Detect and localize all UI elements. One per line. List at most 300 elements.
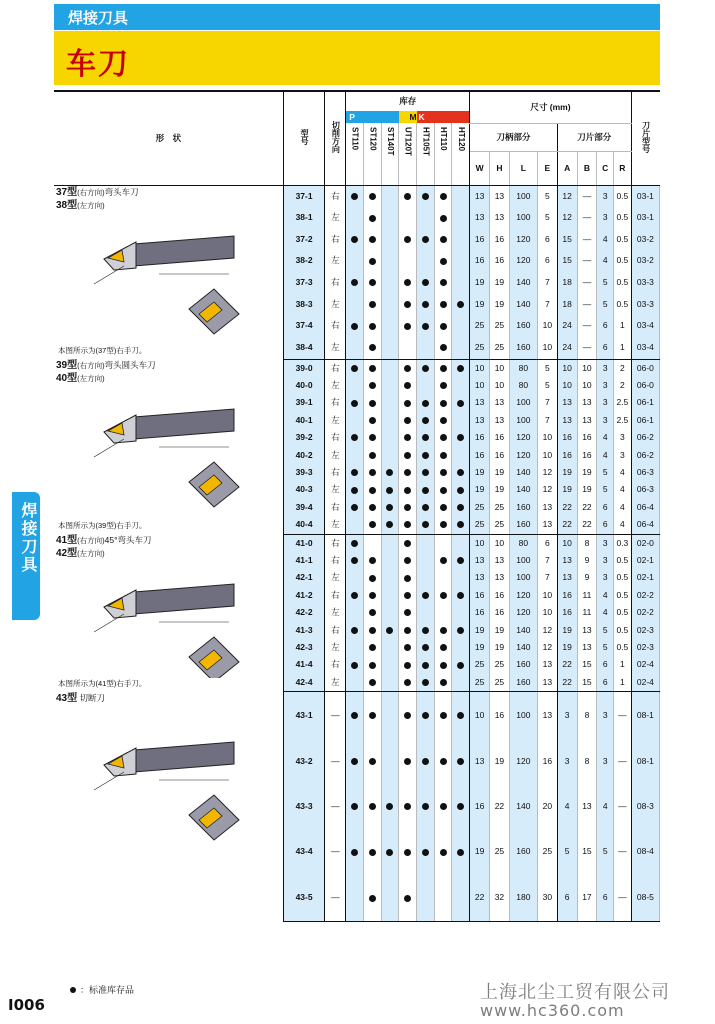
stock-cell [399,394,417,411]
stock-cell [381,272,399,294]
dim-b: B [577,151,597,185]
stock-cell [399,622,417,639]
stock-dot-icon [440,279,447,286]
stock-dot-icon [369,417,376,424]
dimension-cell: 18 [557,272,577,294]
stock-cell [452,534,470,552]
dimension-cell: 16 [557,447,577,464]
stock-dot-icon [422,662,429,669]
stock-dot-icon [422,504,429,511]
dimension-cell: 3 [597,739,614,784]
dimension-cell: 13 [470,739,490,784]
stock-cell [452,337,470,359]
stock-cell [363,315,381,337]
stock-dot-icon [440,592,447,599]
dimension-cell: 3 [597,534,614,552]
dimension-cell: 7 [537,294,557,316]
stock-dot-icon [351,279,358,286]
stock-cell [399,481,417,498]
dimension-cell: 6 [597,315,614,337]
dimension-cell: 160 [509,315,537,337]
stock-dot-icon [440,758,447,765]
stock-cell [363,229,381,251]
stock-cell [434,656,452,673]
dimension-cell: 16 [470,229,490,251]
stock-dot-icon [440,417,447,424]
stock-dot-icon [440,803,447,810]
header-blade-no: 刀片型号 [641,120,651,153]
stock-cell [346,569,364,586]
stock-cell [363,552,381,569]
stock-dot-icon [369,504,376,511]
dimension-cell: 0.5 [614,294,632,316]
blade-code-cell: 02-2 [631,604,659,621]
dim-a: A [557,151,577,185]
dimension-cell: 19 [557,639,577,656]
dimension-cell: 10 [537,315,557,337]
stock-cell [346,229,364,251]
stock-dot-icon [440,504,447,511]
stock-cell [363,639,381,656]
dimension-cell: 10 [537,447,557,464]
dimension-cell: 11 [577,604,597,621]
dimension-cell: 4 [557,784,577,829]
stock-dot-icon [404,365,411,372]
dimension-cell: 140 [509,639,537,656]
side-tab[interactable] [12,492,40,620]
tool-diagram [64,562,264,678]
stock-dot-icon [457,434,464,441]
stock-dot-icon [404,592,411,599]
dimension-cell: 10 [537,587,557,604]
dimension-cell: 5 [597,464,614,481]
dimension-cell: 160 [509,516,537,534]
model-cell: 39-4 [283,499,325,516]
stock-cell [399,185,417,207]
stock-dot-icon [351,803,358,810]
blade-code-cell: 08-1 [631,739,659,784]
stock-cell [417,875,435,922]
stock-cell [434,604,452,621]
model-cell: 39-1 [283,394,325,411]
dimension-cell: 22 [490,784,510,829]
stock-cell [434,412,452,429]
blade-code-cell: 02-3 [631,639,659,656]
type-name: 41型 [56,535,78,547]
stock-dot-icon [404,504,411,511]
direction-cell: 左 [325,250,346,272]
stock-cell [363,587,381,604]
stock-cell [381,639,399,656]
dimension-cell: 1 [614,337,632,359]
stock-cell [434,692,452,739]
stock-dot-icon [351,557,358,564]
dimension-cell: 16 [490,429,510,446]
dimension-cell: 15 [557,229,577,251]
dimension-cell: 0.5 [614,639,632,656]
stock-dot-icon [440,323,447,330]
dimension-cell: 16 [470,447,490,464]
stock-cell [399,412,417,429]
dimension-cell: 7 [537,552,557,569]
stock-dot-icon [440,644,447,651]
stock-dot-icon [369,215,376,222]
dimension-cell: 0.5 [614,604,632,621]
stock-dot-icon [404,323,411,330]
stock-cell [452,377,470,394]
stock-dot-icon [457,301,464,308]
dimension-cell: — [614,875,632,922]
blade-code-cell: 08-3 [631,784,659,829]
stock-cell [452,656,470,673]
type-name: 42型 [56,548,78,560]
stock-cell [346,429,364,446]
dimension-cell: 3 [597,185,614,207]
stock-cell [346,315,364,337]
shape-cell [54,534,283,692]
dimension-cell: 6 [597,656,614,673]
stock-dot-icon [404,679,411,686]
stock-cell [399,552,417,569]
stock-cell [346,481,364,498]
stock-cell [381,447,399,464]
model-cell: 43-3 [283,784,325,829]
blade-code-cell: 03-4 [631,337,659,359]
dimension-cell: 13 [557,412,577,429]
dimension-cell: 10 [537,429,557,446]
grade-ut120t-cell [399,123,417,185]
stock-dot-icon [404,540,411,547]
stock-cell [381,534,399,552]
dimension-cell: 16 [490,587,510,604]
blade-code-cell: 02-1 [631,552,659,569]
dimension-cell: 120 [509,447,537,464]
dimension-cell: 4 [614,516,632,534]
dimension-cell: 3 [597,412,614,429]
stock-cell [381,207,399,229]
tool-diagram [64,720,264,910]
stock-cell [434,829,452,874]
dimension-cell: 19 [490,464,510,481]
dimension-cell: 19 [470,272,490,294]
stock-cell [363,377,381,394]
spec-table [54,90,660,922]
stock-dot-icon [369,521,376,528]
model-cell: 41-1 [283,552,325,569]
dimension-cell: 22 [557,516,577,534]
dimension-cell: 80 [509,534,537,552]
stock-dot-icon [386,849,393,856]
dimension-cell: 5 [537,207,557,229]
dimension-cell: — [614,692,632,739]
dimension-cell: — [577,250,597,272]
dimension-cell: 160 [509,499,537,516]
model-cell: 38-4 [283,337,325,359]
stock-cell [381,337,399,359]
blade-code-cell: 06-1 [631,394,659,411]
stock-dot-icon [369,662,376,669]
stock-cell [363,516,381,534]
grade-ut120t: UT120T [403,127,413,156]
model-cell: 37-2 [283,229,325,251]
type-name: 39型 [56,360,78,371]
header-blade: 刀片部分 [557,123,631,151]
blade-code-cell: 06-0 [631,377,659,394]
dimension-cell: 16 [470,250,490,272]
stock-dot-icon [351,400,358,407]
stock-cell [452,552,470,569]
dimension-cell: 13 [577,622,597,639]
dimension-cell: 8 [577,739,597,784]
stock-cell [417,552,435,569]
stock-cell [434,516,452,534]
stock-cell [399,656,417,673]
direction-cell: 左 [325,412,346,429]
stock-cell [399,639,417,656]
stock-cell [417,499,435,516]
stock-dot-icon [369,279,376,286]
dimension-cell: — [577,315,597,337]
model-cell: 41-4 [283,656,325,673]
stock-dot-icon [440,557,447,564]
stock-dot-icon [457,758,464,765]
stock-cell [417,394,435,411]
dimension-cell: 25 [490,516,510,534]
dimension-cell: 120 [509,587,537,604]
stock-cell [381,315,399,337]
direction-cell: 左 [325,337,346,359]
blade-code-cell: 08-1 [631,692,659,739]
stock-cell [346,377,364,394]
type-note: (左方向) [77,549,105,559]
grade-st140t-cell [381,123,399,185]
stock-cell [452,674,470,692]
stock-cell [452,604,470,621]
blade-code-cell: 06-0 [631,359,659,377]
model-cell: 42-1 [283,569,325,586]
dimension-cell: 12 [557,185,577,207]
stock-cell [346,337,364,359]
stock-dot-icon [457,803,464,810]
grade-ht105t: HT105T [421,127,431,156]
stock-dot-icon [404,575,411,582]
blade-code-cell: 02-4 [631,656,659,673]
dimension-cell: 3 [614,447,632,464]
stock-dot-icon [457,849,464,856]
stock-dot-icon [351,469,358,476]
dimension-cell: 13 [537,692,557,739]
stock-dot-icon [369,193,376,200]
type-note: (左方向) [77,200,105,210]
dimension-cell: 16 [470,587,490,604]
stock-cell [434,739,452,784]
stock-dot-icon [404,236,411,243]
stock-cell [417,294,435,316]
direction-cell: 右 [325,272,346,294]
stock-cell [381,481,399,498]
stock-cell [346,394,364,411]
stock-dot-icon [440,344,447,351]
stock-cell [434,337,452,359]
dimension-cell: 10 [490,359,510,377]
stock-cell [452,692,470,739]
stock-dot-icon [457,557,464,564]
stock-dot-icon [422,644,429,651]
stock-cell [417,569,435,586]
direction-cell: — [325,829,346,874]
stock-cell [399,447,417,464]
stock-dot-icon [457,400,464,407]
stock-dot-icon [369,557,376,564]
stock-cell [381,229,399,251]
dimension-cell: 25 [470,315,490,337]
stock-dot-icon [369,452,376,459]
stock-cell [363,250,381,272]
dimension-cell: 19 [557,481,577,498]
stock-dot-icon [369,895,376,902]
stock-cell [452,481,470,498]
dimension-cell: 10 [557,377,577,394]
stock-dot-icon [369,365,376,372]
dimension-cell: 3 [557,692,577,739]
stock-cell [381,464,399,481]
dim-r: R [614,151,632,185]
stock-dot-icon [440,627,447,634]
tool-drawing [94,409,239,507]
stock-cell [417,185,435,207]
header-direction-cell [325,91,346,185]
direction-cell: 左 [325,481,346,498]
stock-dot-icon [369,849,376,856]
dimension-cell: 10 [470,359,490,377]
dimension-cell: 180 [509,875,537,922]
dimension-cell: 24 [557,337,577,359]
stock-dot-icon [404,662,411,669]
stock-cell [452,429,470,446]
stock-cell [452,784,470,829]
model-cell: 40-2 [283,447,325,464]
stock-cell [346,875,364,922]
shape-label [56,359,156,385]
stock-dot-icon [70,987,76,993]
dimension-cell: 16 [557,587,577,604]
header-shape: 形 状 [54,91,283,185]
stock-dot-icon [369,712,376,719]
dimension-cell: 16 [470,604,490,621]
tool-drawing [94,742,239,840]
type-desc: 弯头车刀 [104,186,139,197]
stock-dot-icon [440,679,447,686]
stock-cell [363,394,381,411]
stock-cell [417,656,435,673]
stock-cell [399,674,417,692]
tool-drawing [94,584,239,678]
stock-cell [452,359,470,377]
stock-dot-icon [351,504,358,511]
dimension-cell: 16 [490,447,510,464]
dimension-cell: 19 [577,464,597,481]
direction-cell: 左 [325,569,346,586]
dimension-cell: 9 [577,552,597,569]
spec-table-body [54,185,660,922]
dimension-cell: 4 [597,229,614,251]
dimension-cell: 10 [470,692,490,739]
stock-cell [434,447,452,464]
stock-dot-icon [369,644,376,651]
diagram-footnote: 本图所示为(37型)右手刀。 [58,346,147,355]
dimension-cell: 19 [470,639,490,656]
model-cell: 41-0 [283,534,325,552]
dimension-cell: 3 [597,394,614,411]
dimension-cell: 19 [470,481,490,498]
stock-cell [417,534,435,552]
header-dimensions: 尺寸 (mm) [470,91,632,123]
stock-dot-icon [422,301,429,308]
stock-cell [434,207,452,229]
stock-dot-icon [404,895,411,902]
direction-cell: 右 [325,534,346,552]
stock-cell [399,739,417,784]
dimension-cell: 4 [597,587,614,604]
dimension-cell: 25 [490,829,510,874]
grade-st120: ST120 [368,127,378,151]
direction-cell: 左 [325,516,346,534]
dimension-cell: 22 [577,499,597,516]
dimension-cell: 25 [470,516,490,534]
stock-cell [434,250,452,272]
dimension-cell: 19 [490,739,510,784]
dimension-cell: 13 [557,569,577,586]
stock-cell [399,377,417,394]
dimension-cell: 3 [597,692,614,739]
direction-cell: 右 [325,499,346,516]
stock-cell [363,464,381,481]
stock-cell [434,315,452,337]
dimension-cell: 10 [577,377,597,394]
stock-cell [434,294,452,316]
stock-cell [417,739,435,784]
stock-dot-icon [369,592,376,599]
stock-dot-icon [457,521,464,528]
dimension-cell: 6 [537,250,557,272]
dimension-cell: 22 [557,674,577,692]
stock-dot-icon [457,662,464,669]
header-model: 型号 [300,128,310,145]
dimension-cell: 13 [557,552,577,569]
stock-cell [346,499,364,516]
stock-dot-icon [369,323,376,330]
dimension-cell: 80 [509,359,537,377]
stock-cell [417,377,435,394]
direction-cell: — [325,875,346,922]
dimension-cell: 5 [597,829,614,874]
direction-cell: 右 [325,229,346,251]
tool-diagram [64,387,264,521]
dimension-cell: 6 [597,875,614,922]
stock-cell [381,739,399,784]
dimension-cell: 3 [597,569,614,586]
stock-cell [452,587,470,604]
dimension-cell: — [577,337,597,359]
dimension-cell: 19 [470,464,490,481]
stock-cell [434,429,452,446]
dimension-cell: 16 [557,604,577,621]
dimension-cell: 13 [577,784,597,829]
grade-st140t: ST140T [385,127,395,156]
dimension-cell: 13 [537,516,557,534]
dimension-cell: 19 [470,829,490,874]
stock-dot-icon [422,627,429,634]
